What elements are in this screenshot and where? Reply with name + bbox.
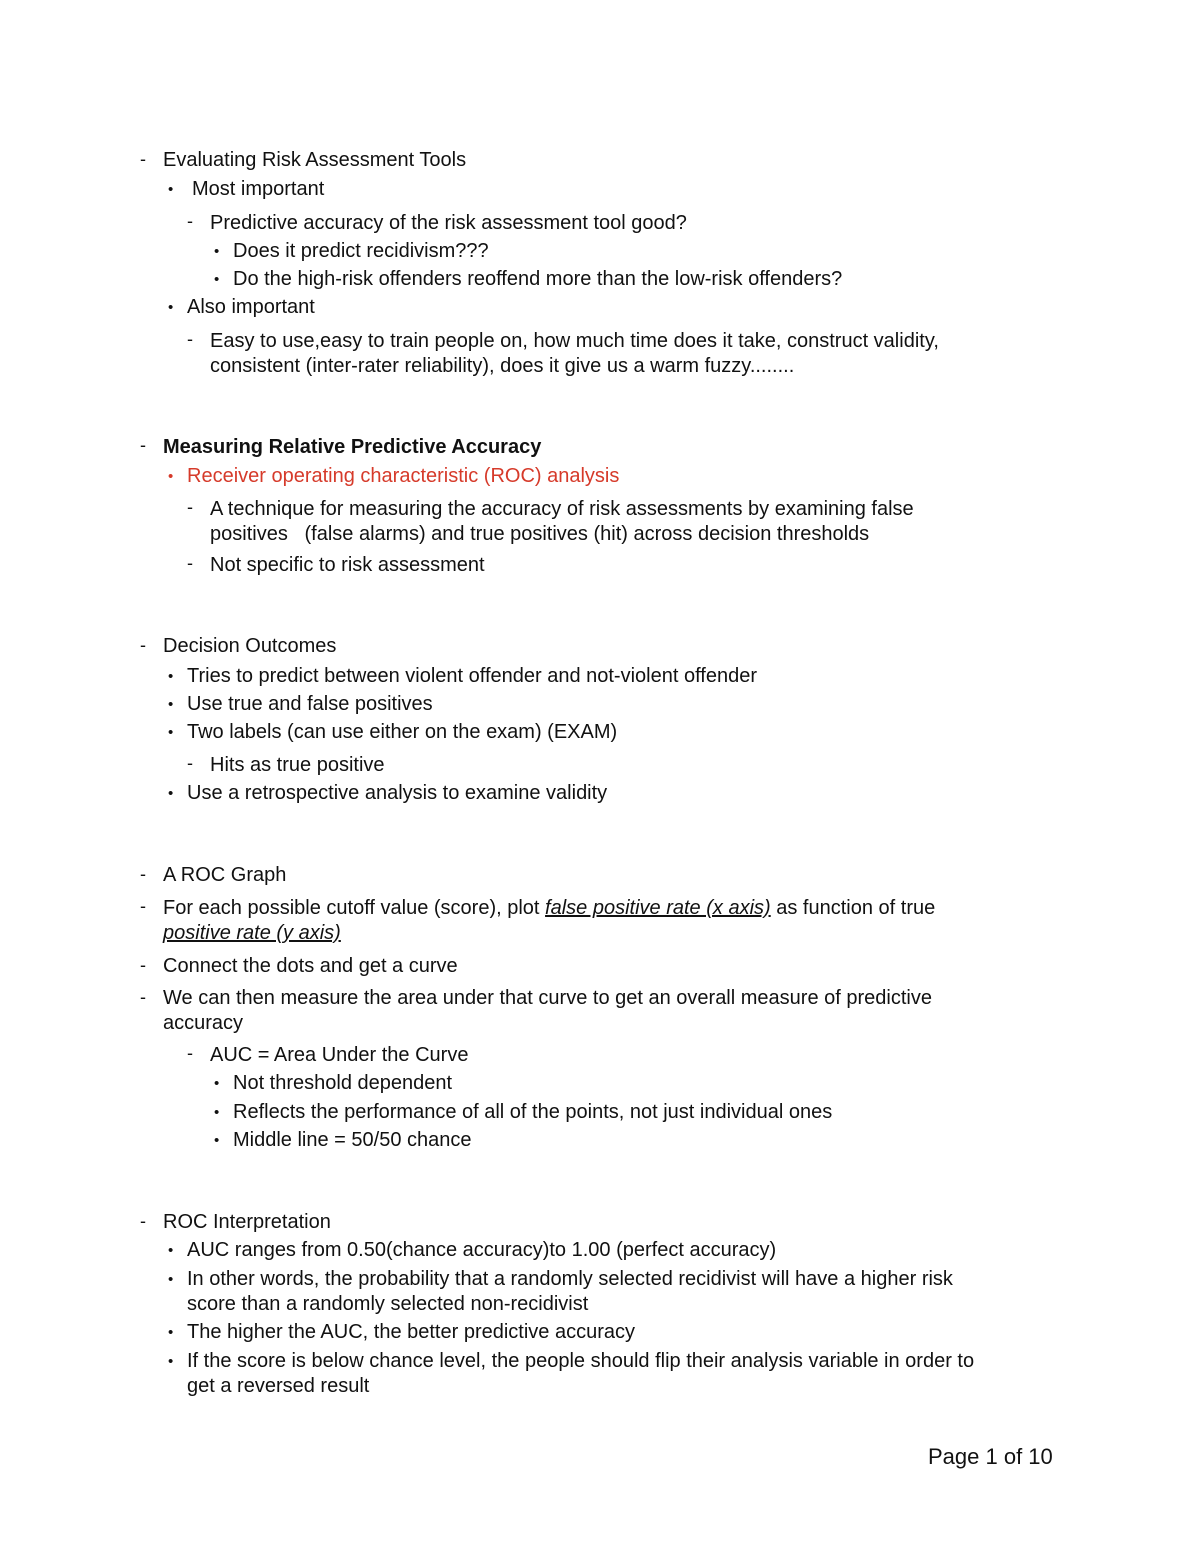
bullet-marker: • bbox=[168, 696, 174, 713]
bullet-marker: • bbox=[214, 1132, 220, 1149]
dash-marker: - bbox=[140, 987, 146, 1007]
bullet-marker: • bbox=[214, 1104, 220, 1121]
item-auc-range: AUC ranges from 0.50(chance accuracy)to 1.00 (perfect accuracy) bbox=[187, 1239, 777, 1261]
bullet-marker: • bbox=[168, 668, 174, 685]
dash-marker: - bbox=[140, 435, 146, 455]
item-high-risk: Do the high-risk offenders reoffend more than the low-risk offenders? bbox=[233, 268, 843, 290]
dash-marker: - bbox=[140, 149, 146, 169]
item-measure-line2: accuracy bbox=[163, 1012, 244, 1034]
false-positive-rate-label: false positive rate (x axis) bbox=[545, 897, 771, 919]
item-also-important: Also important bbox=[187, 296, 315, 318]
dash-marker: - bbox=[187, 753, 193, 773]
bullet-marker: • bbox=[168, 299, 174, 316]
item-hits: Hits as true positive bbox=[210, 754, 385, 776]
cutoff-text-mid: as function of true bbox=[770, 897, 936, 919]
dash-marker: - bbox=[187, 211, 193, 231]
bullet-marker: • bbox=[168, 1324, 174, 1341]
dash-marker: - bbox=[140, 896, 146, 916]
item-technique-line1: A technique for measuring the accuracy of risk assessments by examining false bbox=[210, 498, 914, 520]
bullet-marker: • bbox=[214, 271, 220, 288]
item-not-specific: Not specific to risk assessment bbox=[210, 554, 485, 576]
dash-marker: - bbox=[140, 955, 146, 975]
bullet-marker: • bbox=[168, 785, 174, 802]
item-cutoff-line1 bbox=[163, 896, 935, 921]
page-number: Page 1 of 10 bbox=[928, 1444, 1053, 1469]
bullet-marker: • bbox=[214, 1075, 220, 1092]
item-below-chance-line2: get a reversed result bbox=[187, 1375, 370, 1397]
true-positive-rate-label: positive rate (y axis) bbox=[163, 922, 341, 944]
item-use-true-false: Use true and false positives bbox=[187, 693, 433, 715]
section-title-measuring: Measuring Relative Predictive Accuracy bbox=[163, 436, 542, 458]
item-reflects: Reflects the performance of all of the points, not just individual ones bbox=[233, 1101, 833, 1123]
item-middle-line: Middle line = 50/50 chance bbox=[233, 1129, 472, 1151]
item-auc-definition: AUC = Area Under the Curve bbox=[210, 1044, 469, 1066]
item-other-words-line2: score than a randomly selected non-recidivist bbox=[187, 1293, 589, 1315]
item-tries-to-predict: Tries to predict between violent offender and not-violent offender bbox=[187, 665, 757, 687]
dash-marker: - bbox=[140, 1211, 146, 1231]
item-does-predict: Does it predict recidivism??? bbox=[233, 240, 489, 262]
bullet-marker: • bbox=[168, 1353, 174, 1370]
item-measure-line1: We can then measure the area under that curve to get an overall measure of predictive bbox=[163, 987, 932, 1009]
section-title-evaluating: Evaluating Risk Assessment Tools bbox=[163, 149, 467, 171]
section-title-roc-graph: A ROC Graph bbox=[163, 864, 287, 886]
dash-marker: - bbox=[187, 497, 193, 517]
item-below-chance-line1: If the score is below chance level, the people should flip their analysis variable in order to bbox=[187, 1350, 975, 1372]
item-technique-line2: positives (false alarms) and true positives (hit) across decision thresholds bbox=[210, 523, 870, 545]
item-roc-analysis: Receiver operating characteristic (ROC) analysis bbox=[187, 465, 620, 487]
item-easy-to-use-line1: Easy to use,easy to train people on, how much time does it take, construct validity, bbox=[210, 330, 939, 352]
dash-marker: - bbox=[187, 553, 193, 573]
dash-marker: - bbox=[140, 864, 146, 884]
bullet-marker: • bbox=[168, 724, 174, 741]
item-connect-dots: Connect the dots and get a curve bbox=[163, 955, 458, 977]
bullet-marker: • bbox=[214, 243, 220, 260]
bullet-marker: • bbox=[168, 468, 174, 485]
item-predictive-accuracy: Predictive accuracy of the risk assessment tool good? bbox=[210, 212, 687, 234]
item-not-threshold: Not threshold dependent bbox=[233, 1072, 453, 1094]
section-title-roc-interpretation: ROC Interpretation bbox=[163, 1211, 331, 1233]
item-retrospective: Use a retrospective analysis to examine validity bbox=[187, 782, 608, 804]
cutoff-text-start: For each possible cutoff value (score), plot bbox=[163, 897, 546, 919]
dash-marker: - bbox=[140, 635, 146, 655]
bullet-marker: • bbox=[168, 181, 174, 198]
item-most-important: Most important bbox=[192, 178, 325, 200]
bullet-marker: • bbox=[168, 1242, 174, 1259]
section-title-decision: Decision Outcomes bbox=[163, 635, 337, 657]
item-easy-to-use-line2: consistent (inter-rater reliability), does it give us a warm fuzzy........ bbox=[210, 355, 795, 377]
item-two-labels: Two labels (can use either on the exam) (EXAM) bbox=[187, 721, 618, 743]
dash-marker: - bbox=[187, 1043, 193, 1063]
dash-marker: - bbox=[187, 329, 193, 349]
item-higher-auc: The higher the AUC, the better predictive accuracy bbox=[187, 1321, 636, 1343]
item-other-words-line1: In other words, the probability that a randomly selected recidivist will have a higher risk bbox=[187, 1268, 953, 1290]
bullet-marker: • bbox=[168, 1271, 174, 1288]
